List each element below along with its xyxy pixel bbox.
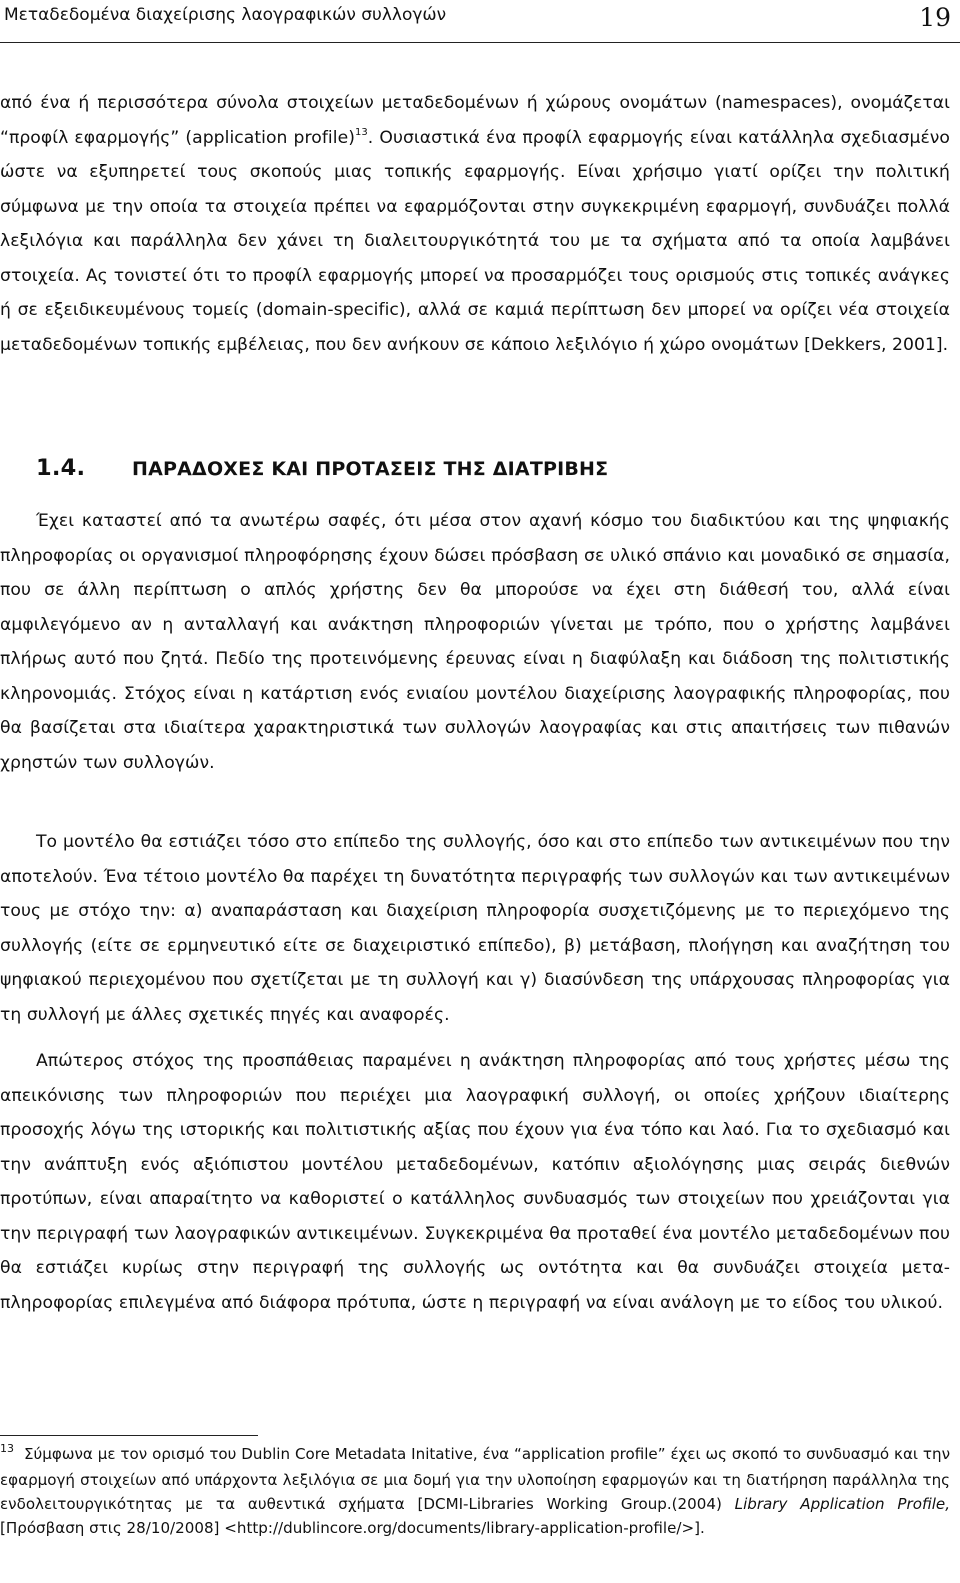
section-title: ΠΑΡΑΔΟΧΕΣ ΚΑΙ ΠΡΟΤΑΣΕΙΣ ΤΗΣ ΔΙΑΤΡΙΒΗΣ bbox=[132, 458, 609, 480]
paragraph-4 bbox=[0, 1044, 950, 1320]
footnote-italic-title: Library Application Profile, bbox=[734, 1495, 950, 1513]
footnote-text-before: Σύμφωνα με τον ορισμό του Dublin Core Metadata Initative, ένα “application profile” έχει ως σκοπό το συνδυασμό και την εφαρμογή στοιχείων από υπάρχοντα λεξιλόγια σε μια δομή για την υλοποίηση εφαρμογών και τη διατήρηση παράλληλα της ενδολειτουργικότητας με τα αυθεντικά σχήματα [DCMI-Libraries Working Group.(2004) bbox=[0, 1445, 950, 1513]
footnote bbox=[0, 1442, 950, 1540]
running-header bbox=[0, 0, 960, 43]
paragraph-4-text: Απώτερος στόχος της προσπάθειας παραμένει η ανάκτηση πληροφορίας από τους χρήστες μέσω της απεικόνισης των πληροφοριών που περιέχει μια λαογραφική συλλογή, οι οποίες χρήζουν ιδιαίτερης προσοχής λόγω της ιστορικής και πολιτιστικής αξίας που έχουν για ένα τόπο και λαό. Για το σχεδιασμό και την ανάπτυξη ενός αξιόπιστου μοντέλου μεταδεδομένων, κατόπιν αξιολόγησης μιας σειράς διεθνών προτύπων, είναι απαραίτητο να καθοριστεί ο κατάλληλος συνδυασμός των στοιχείων που χρειάζονται για την περιγραφή των λαογραφικών αντικειμένων. Συγκεκριμένα θα προταθεί ένα μοντέλο μεταδεδομένων που θα εστιάζει κυρίως στην περιγραφή της συλλογής ως οντότητα και θα συνδυάζει στοιχεία μετα-πληροφορίας επιλεγμένα από διάφορα πρότυπα, ώστε η περιγραφή να είναι ανάλογη με το είδος του υλικού. bbox=[0, 1051, 950, 1313]
footnote-mark: 13 bbox=[0, 1442, 14, 1455]
footnote-separator bbox=[0, 1435, 258, 1436]
footnote-reference[interactable]: 13 bbox=[354, 126, 368, 138]
paragraph-3-text: Το μοντέλο θα εστιάζει τόσο στο επίπεδο της συλλογής, όσο και στο επίπεδο των αντικειμένων που την αποτελούν. Ένα τέτοιο μοντέλο θα παρέχει τη δυνατότητα περιγραφής των συλλογών και των αντικειμένων τους με στόχο την: α) αναπαράσταση και διαχείριση πληροφορία συσχετιζόμενης με το περιεχόμενο της συλλογής (είτε σε ερμηνευτικό είτε σε διαχειριστικό επίπεδο), β) μετάβαση, πλοήγηση και αναζήτηση του ψηφιακού περιεχομένου που σχετίζεται με τη συλλογή και γ) διασύνδεση της υπάρχουσας πληροφορίας για τη συλλογή με άλλες σχετικές πηγές και αναφορές. bbox=[0, 832, 950, 1025]
paragraph-2-text: Έχει καταστεί από τα ανωτέρω σαφές, ότι μέσα στον αχανή κόσμο του διαδικτύου και της ψηφιακής πληροφορίας οι οργανισμοί πληροφόρησης έχουν δώσει πρόσβαση σε υλικό σπάνιο και μοναδικό σε σημασία, που σε άλλη περίπτωση ο απλός χρήστης δεν θα μπορούσε να έχει στη διάθεσή του, αλλά είναι αμφιλεγόμενο αν η ανταλλαγή και ανάκτηση πληροφοριών γίνεται με τρόπο, που ο χρήστης λαμβάνει πλήρως αυτό που ζητά. Πεδίο της προτεινόμενης έρευνας είναι η διαφύλαξη και διάδοση της πολιτιστικής κληρονομιάς. Στόχος είναι η κατάρτιση ενός ενιαίου μοντέλου διαχείρισης λαογραφικής πληροφορίας, που θα βασίζεται στα ιδιαίτερα χαρακτηριστικά των συλλογών λαογραφίας και στις απαιτήσεις των πιθανών χρηστών των συλλογών. bbox=[0, 511, 950, 773]
paragraph-3 bbox=[0, 825, 950, 1032]
paragraph-1 bbox=[0, 86, 950, 362]
page-number: 19 bbox=[919, 3, 951, 32]
paragraph-2 bbox=[0, 504, 950, 780]
paragraph-1-part-2: . Ουσιαστικά ένα προφίλ εφαρμογής είναι κατάλληλα σχεδιασμένο ώστε να εξυπηρετεί τους σκοπούς μιας τοπικής εφαρμογής. Είναι χρήσιμο γιατί ορίζει την πολιτική σύμφωνα με την οποία τα στοιχεία πρέπει να εφαρμόζονται στην συγκεκριμένη εφαρμογή, συνδυάζει πολλά λεξιλόγια και παράλληλα δεν χάνει τη διαλειτουργικότητά του με τα σχήματα από τα οποία λαμβάνει στοιχεία. Ας τονιστεί ότι το προφίλ εφαρμογής μπορεί να προσαρμόζει τους ορισμούς στις τοπικές ανάγκες ή σε εξειδικευμένους τομείς (domain-specific), αλλά σε καμιά περίπτωση δεν μπορεί να ορίζει νέα στοιχεία μεταδεδομένων τοπικής εμβέλειας, που δεν ανήκουν σε κάποιο λεξιλόγιο ή χώρο ονομάτων [Dekkers, 2001]. bbox=[0, 127, 950, 355]
paragraph-1-part-1: από ένα ή περισσότερα σύνολα στοιχείων μεταδεδομένων ή χώρους ονομάτων (namespaces), ονομάζεται “προφίλ εφαρμογής” (application profile) bbox=[0, 93, 950, 148]
section-number: 1.4. bbox=[36, 455, 86, 481]
section-heading bbox=[36, 455, 608, 481]
header-title: Μεταδεδομένα διαχείρισης λαογραφικών συλλογών bbox=[4, 5, 447, 25]
footnote-text-after: [Πρόσβαση στις 28/10/2008] <http://dublincore.org/documents/library-application-profile/>]. bbox=[0, 1519, 705, 1537]
